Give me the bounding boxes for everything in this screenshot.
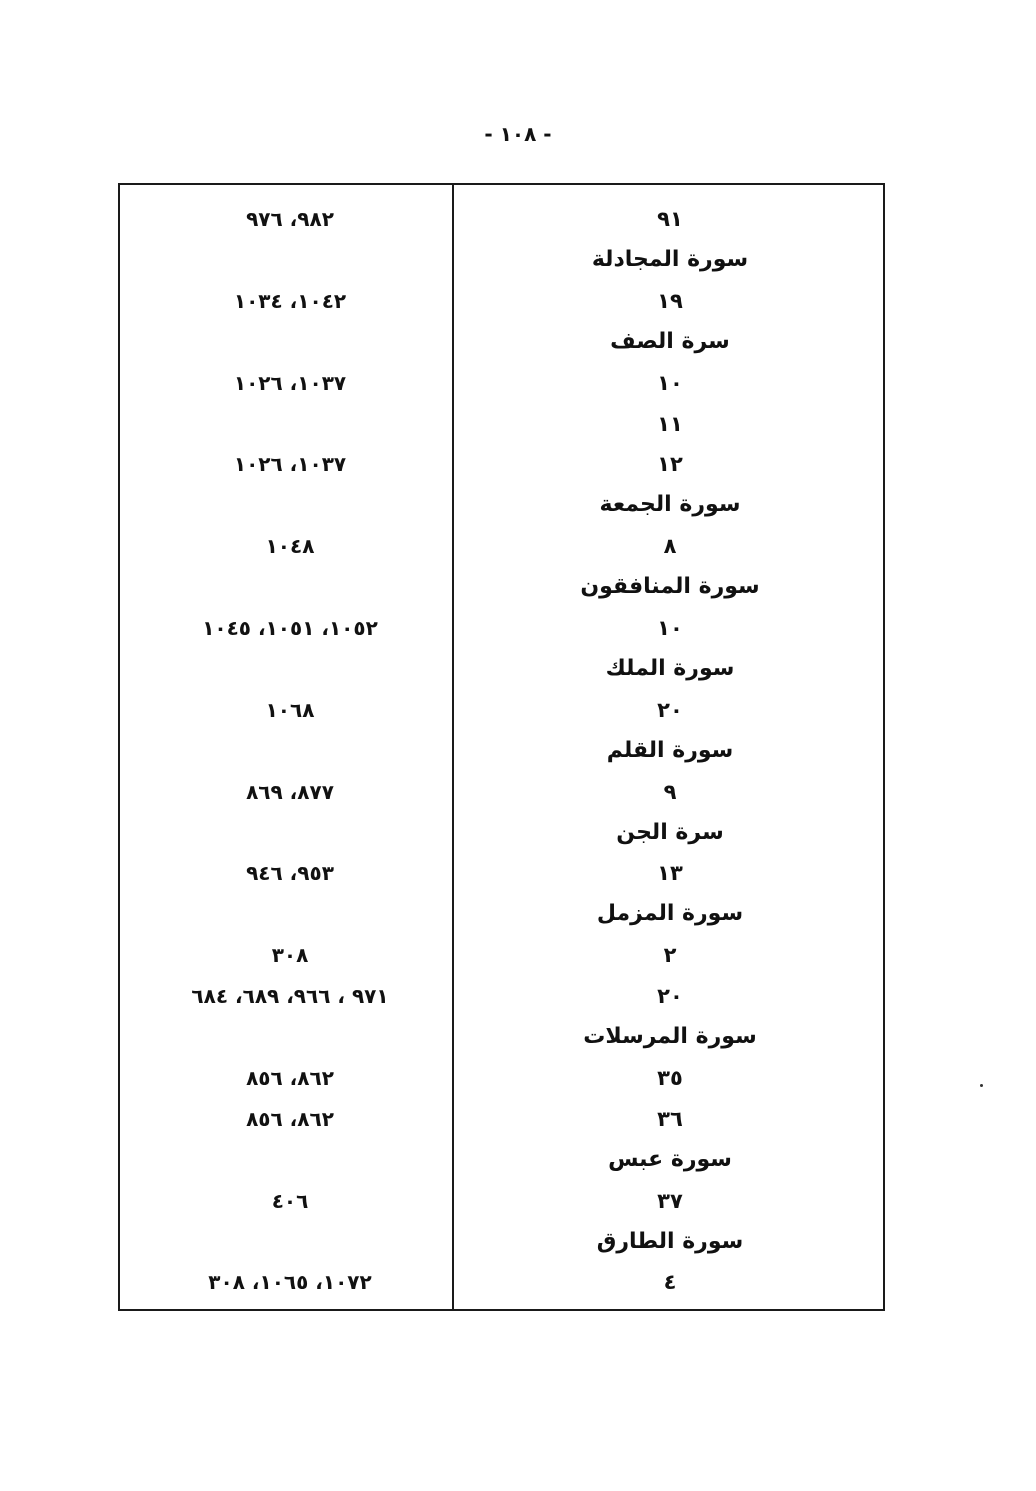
page-references: ١٠٣٧، ١٠٢٦ xyxy=(233,370,347,395)
surah-heading-row xyxy=(120,813,883,853)
page-references: ١٠٤٢، ١٠٣٤ xyxy=(233,288,347,313)
verse-index-table xyxy=(118,183,885,1311)
verse-number: ٣٧ xyxy=(657,1188,683,1213)
table-row xyxy=(120,526,883,566)
page-references: ٣٠٨ xyxy=(271,943,309,968)
surah-name: سورة عبس xyxy=(608,1146,732,1172)
table-row xyxy=(120,444,883,484)
surah-heading-row xyxy=(120,322,883,362)
table-row xyxy=(120,1181,883,1221)
table-row xyxy=(120,935,883,975)
verse-number: ١١ xyxy=(657,411,683,436)
surah-heading-row xyxy=(120,1140,883,1180)
page-references: ١٠٧٢، ١٠٦٥، ٣٠٨ xyxy=(208,1270,372,1295)
page-references: ٩٥٣، ٩٤٦ xyxy=(246,861,334,886)
verse-number: ٢٠ xyxy=(657,697,683,722)
verse-number: ٩ xyxy=(663,779,677,804)
surah-name: سورة الملك xyxy=(605,655,735,681)
page-references: ١٠٣٧، ١٠٢٦ xyxy=(233,452,347,477)
surah-name: سورة القلم xyxy=(606,737,734,763)
table-row xyxy=(120,690,883,730)
page-references: ٩٧١ ، ٩٦٦، ٦٨٩، ٦٨٤ xyxy=(191,984,389,1009)
table-row xyxy=(120,1262,883,1302)
surah-heading-row xyxy=(120,485,883,525)
verse-number: ١٠ xyxy=(657,370,683,395)
surah-name: سورة المرسلات xyxy=(583,1024,757,1049)
verse-number: ٤ xyxy=(663,1270,677,1295)
surah-heading-row xyxy=(120,240,883,280)
table-row xyxy=(120,404,883,444)
table-row xyxy=(120,1099,883,1139)
table-row xyxy=(120,1058,883,1098)
table-row xyxy=(120,608,883,648)
surah-heading-row xyxy=(120,894,883,934)
table-row xyxy=(120,281,883,321)
surah-name: سرة الجن xyxy=(616,819,724,845)
page-references: ١٠٥٢، ١٠٥١، ١٠٤٥ xyxy=(202,616,378,640)
table-row xyxy=(120,976,883,1016)
verse-number: ١٢ xyxy=(657,452,683,477)
table-row xyxy=(120,853,883,893)
page-references: ٤٠٦ xyxy=(271,1188,309,1213)
page-references: ٨٦٢، ٨٥٦ xyxy=(246,1065,334,1090)
verse-number: ١٩ xyxy=(657,288,683,313)
verse-number: ٢٠ xyxy=(657,984,683,1009)
surah-name: سرة الصف xyxy=(610,328,730,354)
surah-heading-row xyxy=(120,1017,883,1057)
verse-number: ٨ xyxy=(663,534,677,559)
page-references: ٨٧٧، ٨٦٩ xyxy=(246,779,334,804)
page-references: ١٠٦٨ xyxy=(265,697,315,722)
surah-heading-row xyxy=(120,649,883,689)
page-number: - ١٠٨ - xyxy=(484,122,552,146)
verse-number: ٣٥ xyxy=(657,1065,683,1090)
verse-number: ٢ xyxy=(663,943,677,968)
page-references: ٩٨٢، ٩٧٦ xyxy=(246,207,334,231)
surah-heading-row xyxy=(120,567,883,607)
scan-speck xyxy=(980,1084,983,1087)
surah-name: سورة المزمل xyxy=(596,901,744,927)
surah-name: سورة الجمعة xyxy=(599,492,741,518)
surah-name: سورة المجادلة xyxy=(591,246,749,272)
surah-name: سورة الطارق xyxy=(596,1228,744,1254)
table-row xyxy=(120,772,883,812)
table-row xyxy=(120,199,883,239)
page-references: ٨٦٢، ٨٥٦ xyxy=(246,1106,334,1131)
verse-number: ١٣ xyxy=(657,861,683,886)
table-row xyxy=(120,363,883,403)
surah-heading-row xyxy=(120,731,883,771)
page-references: ١٠٤٨ xyxy=(265,534,315,559)
verse-number: ٣٦ xyxy=(657,1106,683,1131)
surah-name: سورة المنافقون xyxy=(580,574,760,600)
verse-number: ١٠ xyxy=(657,616,683,640)
surah-heading-row xyxy=(120,1222,883,1262)
verse-number: ٩١ xyxy=(657,207,683,231)
